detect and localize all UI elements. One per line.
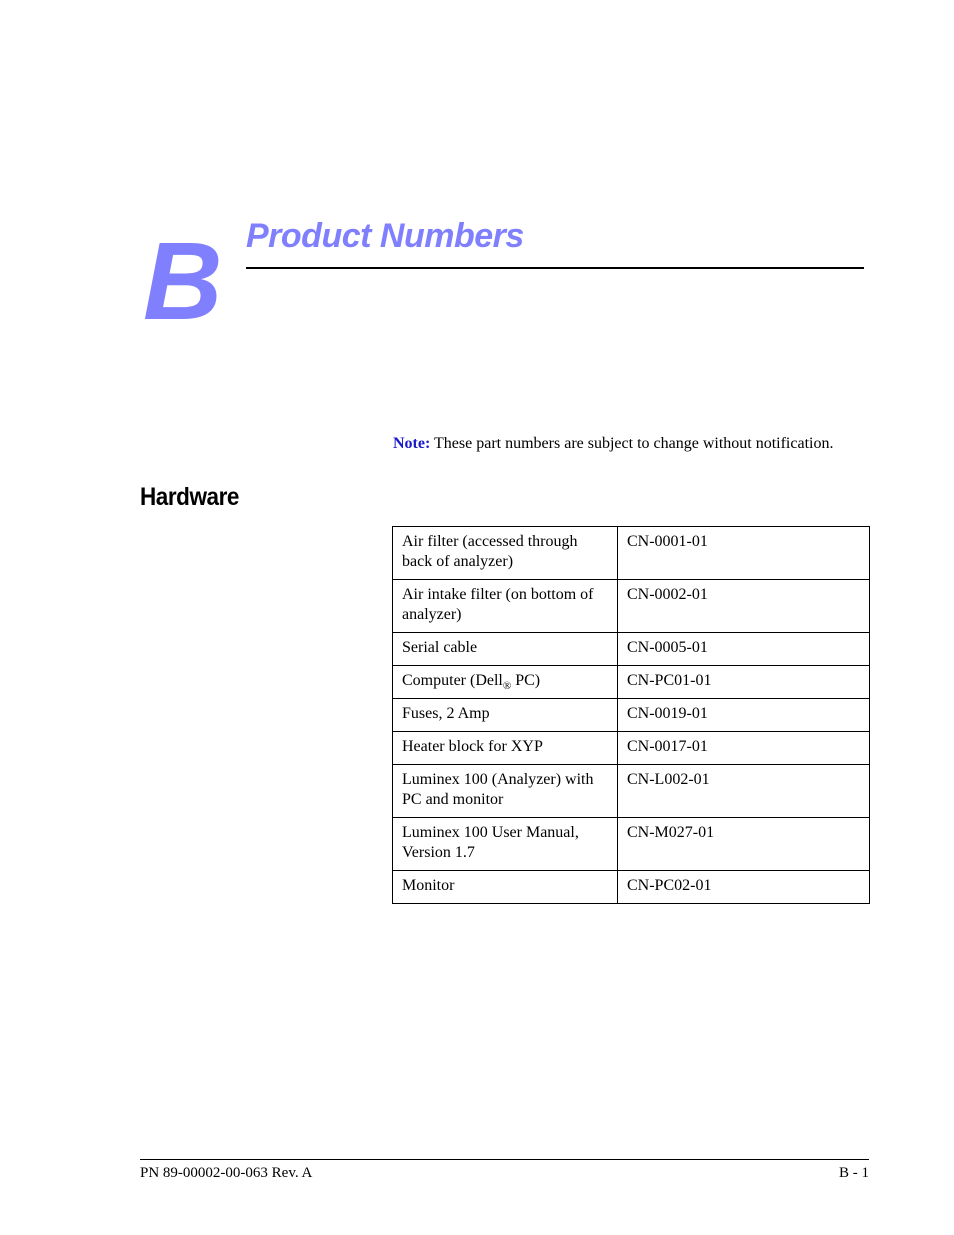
- part-number: CN-0017-01: [618, 732, 870, 765]
- part-number: CN-0005-01: [618, 633, 870, 666]
- part-description-text: Computer (Dell: [402, 672, 503, 689]
- section-heading-hardware: Hardware: [140, 483, 239, 511]
- note: [393, 434, 833, 454]
- part-number: CN-L002-01: [618, 765, 870, 818]
- chapter-letter: B: [143, 220, 221, 343]
- part-description: Heater block for XYP: [393, 732, 618, 765]
- part-number: CN-0002-01: [618, 580, 870, 633]
- note-label: Note:: [393, 435, 431, 452]
- parts-table: [392, 526, 870, 904]
- part-description: Serial cable: [393, 633, 618, 666]
- page-number: B - 1: [839, 1165, 869, 1181]
- table-row: [393, 732, 870, 765]
- part-description: Air intake filter (on bottom of analyzer): [393, 580, 618, 633]
- part-description: Luminex 100 User Manual, Version 1.7: [393, 818, 618, 871]
- table-row: [393, 633, 870, 666]
- part-number: CN-PC01-01: [618, 666, 870, 699]
- part-number: CN-0001-01: [618, 527, 870, 580]
- part-number: CN-M027-01: [618, 818, 870, 871]
- table-row: [393, 818, 870, 871]
- table-row: [393, 527, 870, 580]
- footer-divider: [140, 1159, 869, 1160]
- chapter-title: Product Numbers: [246, 217, 524, 255]
- part-description: Luminex 100 (Analyzer) with PC and monitor: [393, 765, 618, 818]
- title-divider: [246, 267, 864, 269]
- table-row: [393, 871, 870, 904]
- table-row: [393, 666, 870, 699]
- footer-part-number: PN 89-00002-00-063 Rev. A: [140, 1165, 313, 1181]
- table-row: [393, 580, 870, 633]
- part-number: CN-0019-01: [618, 699, 870, 732]
- part-description-text: PC): [511, 672, 541, 689]
- part-description: Monitor: [393, 871, 618, 904]
- table-row: [393, 699, 870, 732]
- table-row: [393, 765, 870, 818]
- part-number: CN-PC02-01: [618, 871, 870, 904]
- part-description: Air filter (accessed through back of analyzer): [393, 527, 618, 580]
- part-description: Fuses, 2 Amp: [393, 699, 618, 732]
- registered-mark: ®: [502, 680, 512, 692]
- note-text: These part numbers are subject to change without notification.: [434, 435, 834, 452]
- part-description: [393, 666, 618, 699]
